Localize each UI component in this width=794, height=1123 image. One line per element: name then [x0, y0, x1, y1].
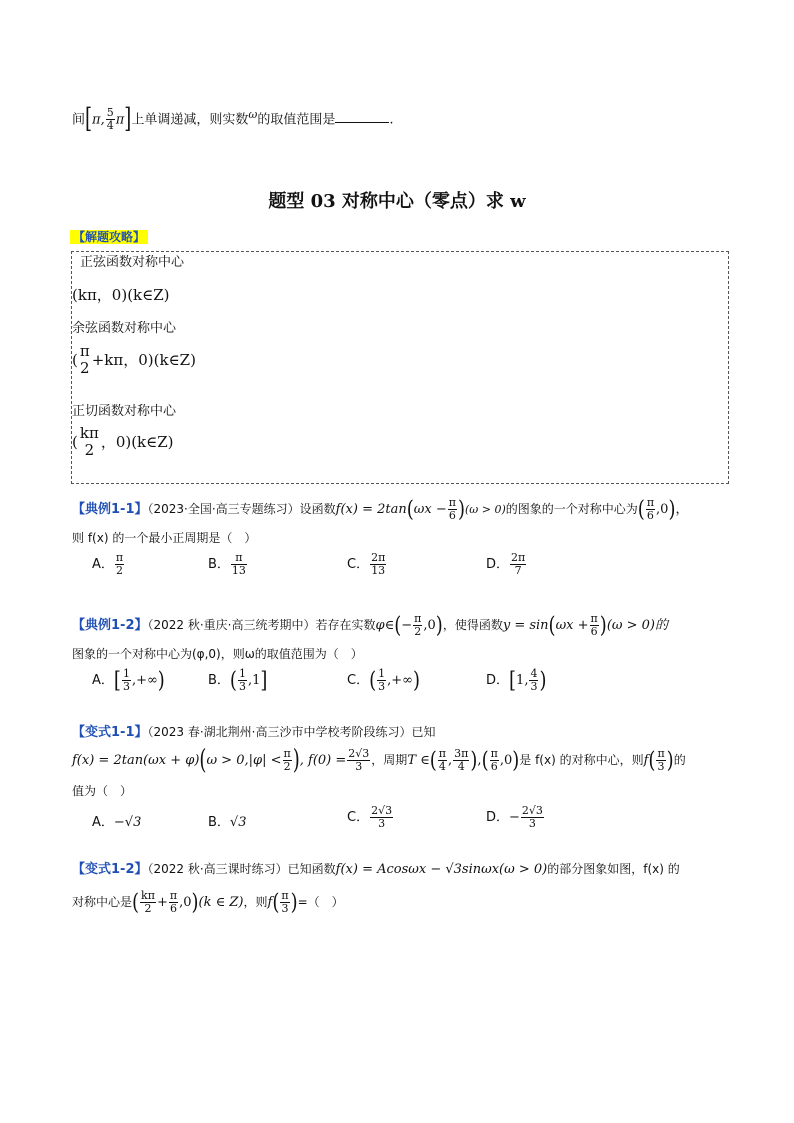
bracket-open: [ [509, 666, 517, 693]
paren-open: ( [369, 666, 377, 693]
option-tail: ,1 [247, 673, 261, 688]
frac-num: 5 [106, 106, 114, 120]
paren-close: ) [457, 495, 465, 522]
q3-T-hi [453, 748, 469, 773]
frac-den: 3 [528, 817, 536, 830]
frac-den: 2 [144, 902, 152, 915]
paren-open: ( [229, 666, 237, 693]
option-fraction [370, 805, 393, 830]
q4-line1 [72, 859, 680, 880]
q4-prefix: 对称中心是 [72, 895, 133, 909]
q3-option-d[interactable] [486, 805, 545, 830]
q2-option-b[interactable] [208, 668, 267, 693]
q4-zero: ,0 [179, 895, 192, 910]
q3-period: ，周期 [371, 753, 408, 767]
frac-den: 3 [530, 680, 538, 693]
cos-label: 余弦函数对称中心 [72, 321, 177, 336]
option-fraction [122, 668, 131, 693]
frac-num: kπ [141, 889, 155, 902]
q2-line2: 图象的一个对称中心为(φ,0)，则ω的取值范围为（ ） [72, 647, 363, 661]
frac-num: 2π [511, 551, 526, 564]
frac-num: π [169, 889, 178, 902]
tan-fraction [79, 425, 100, 459]
intro-suffix: 上单调递减，则实数 [131, 112, 249, 128]
frac-den: 3 [378, 817, 386, 830]
frac-den: 6 [646, 509, 654, 522]
q4-tag: 【变式1-2】 [72, 862, 148, 877]
q2-phi: φ∈ [375, 618, 395, 633]
option-label: B． [208, 815, 230, 830]
q1-center-fraction [646, 497, 655, 522]
q1-cond: (ω > 0) [465, 503, 506, 516]
frac-num: 4 [530, 667, 538, 680]
answer-blank[interactable] [335, 110, 389, 123]
option-neg: − [509, 810, 520, 825]
q1-line1 [72, 497, 689, 522]
q3-de: 的 [673, 753, 686, 767]
tan-open: ( [72, 433, 78, 451]
section-title: 题型 03 对称中心（零点）求 w [268, 191, 526, 212]
tan-rest: ，0)(k∈Z) [100, 433, 174, 451]
option-value: −√3 [113, 815, 142, 830]
q1-arg-fraction [448, 497, 457, 522]
cos-formula [72, 343, 196, 377]
paren-open: ( [548, 611, 556, 638]
frac-num: 1 [238, 667, 246, 680]
paren-open: ( [132, 888, 140, 915]
frac-den: 2 [116, 564, 124, 577]
intro-suffix2: 的取值范围是 [257, 112, 336, 128]
frac-num: π [115, 551, 124, 564]
option-head: 1, [516, 673, 529, 688]
q3-source: （2023 春·湖北荆州·高三沙市中学校考阶段练习）已知 [147, 725, 436, 739]
q4-pi-fraction [169, 890, 178, 915]
option-label: B． [208, 673, 230, 688]
q3-tag: 【变式1-1】 [72, 725, 148, 740]
frac-den: 4 [457, 760, 465, 773]
option-value: √3 [229, 815, 247, 830]
bracket-right: ] [124, 103, 132, 135]
q1-option-b[interactable] [208, 552, 248, 577]
bracket-open: [ [113, 666, 121, 693]
frac-den: 6 [448, 509, 456, 522]
frac-num: 2√3 [521, 804, 543, 817]
cos-open: ( [72, 351, 78, 369]
frac-num: π [414, 612, 422, 625]
intro-line [72, 103, 394, 135]
frac-den: 3 [355, 760, 363, 773]
paren-close: ) [290, 888, 298, 915]
option-label: D． [486, 810, 510, 825]
q4-then: ，则 [243, 895, 268, 909]
option-label: D． [486, 673, 510, 688]
paren-open: ( [394, 611, 402, 638]
paren-open: ( [481, 746, 489, 773]
frac-num: π [646, 496, 655, 509]
q3-cond-fraction [283, 748, 292, 773]
frac-num: 1 [122, 667, 130, 680]
paren-close: ) [668, 495, 676, 522]
q2-cond: (ω > 0)的 [606, 618, 668, 633]
paren-open: ( [272, 888, 280, 915]
q4-kz: (k ∈ Z) [198, 895, 244, 910]
q2-phi-fraction [413, 613, 422, 638]
q1-option-d[interactable] [486, 552, 527, 577]
q3-center-fraction [490, 748, 499, 773]
q1-source: （2023·全国·高三专题练习）设函数 [147, 502, 336, 516]
q3-line2 [72, 744, 686, 776]
q4-kpi-fraction [140, 890, 156, 915]
q4-eq: =（ ） [297, 895, 344, 909]
q3-option-a[interactable] [92, 811, 141, 830]
q1-end: ， [675, 502, 689, 517]
frac-den: 3 [657, 760, 665, 773]
q1-func: f(x) = 2tan [335, 502, 407, 517]
q1-text2: 的图象的一个对称中心为 [505, 502, 638, 516]
q3-T: T ∈ [407, 753, 430, 768]
frac-num: 1 [378, 667, 386, 680]
option-infinity: ,+∞ [131, 673, 158, 688]
q2-text2: ，使得函数 [442, 618, 503, 632]
option-label: C． [347, 673, 370, 688]
q3-func: f(x) = 2tan(ωx + φ) [72, 753, 200, 768]
option-fraction [510, 552, 526, 577]
q4-line2 [72, 890, 344, 915]
frac-den: 3 [122, 680, 130, 693]
sine-formula: (kπ，0)(k∈Z) [72, 286, 170, 304]
frac-den: 3 [238, 680, 246, 693]
q1-arg: ωx − [413, 502, 447, 517]
q3-f0: , f(0) = [299, 753, 347, 768]
tan-formula [72, 425, 174, 459]
paren-close: ) [191, 888, 199, 915]
cos-rest: +kπ，0)(k∈Z) [91, 351, 196, 369]
frac-num: π [448, 496, 456, 509]
option-fraction [115, 552, 124, 577]
option-fraction [377, 668, 386, 693]
bracket-close: ] [260, 666, 268, 693]
paren-open: ( [199, 744, 207, 776]
sine-label: 正弦函数对称中心 [80, 255, 185, 270]
q2-tag: 【典例1-2】 [72, 618, 148, 633]
q2-option-d[interactable] [486, 668, 546, 693]
option-label: B． [208, 557, 230, 572]
q3-option-c[interactable] [347, 805, 394, 830]
option-fraction [238, 668, 247, 693]
frac-den: 7 [514, 564, 522, 577]
frac-den: 6 [169, 902, 177, 915]
paren-close: ) [512, 746, 520, 773]
option-label: C． [347, 557, 370, 572]
q2-option-a[interactable] [92, 668, 165, 693]
frac-num: 3π [454, 747, 469, 760]
q1-tag: 【典例1-1】 [72, 502, 148, 517]
option-label: C． [347, 810, 370, 825]
q1-option-c[interactable] [347, 552, 387, 577]
tan-label: 正切函数对称中心 [72, 404, 177, 419]
paren-close: ) [539, 666, 547, 693]
q3-T-lo [438, 748, 447, 773]
frac-num: kπ [79, 424, 99, 442]
strategy-tag-label: 【解题攻略】 [70, 230, 148, 244]
paren-open: ( [406, 495, 414, 522]
frac-num: 2√3 [348, 747, 370, 760]
option-label: A． [92, 815, 114, 830]
paren-open: ( [429, 746, 437, 773]
frac-num: 2√3 [371, 804, 393, 817]
q2-line1 [72, 613, 668, 638]
q2-arg: ωx + [555, 618, 589, 633]
frac-den: 3 [281, 902, 289, 915]
paren-close: ) [666, 746, 674, 773]
option-fraction [231, 552, 247, 577]
q1-center-tail: ,0 [656, 502, 669, 517]
frac-den: 3 [378, 680, 386, 693]
q1-line2: 则 f(x) 的一个最小正周期是（ ） [72, 531, 257, 545]
paren-close: ) [435, 611, 443, 638]
frac-num: π [657, 747, 665, 760]
q4-ask-fraction [280, 890, 289, 915]
paren-close: ) [599, 611, 607, 638]
q4-f: f [267, 895, 273, 910]
intro-end: . [389, 112, 394, 128]
frac-num: π [79, 342, 90, 360]
frac-den: 13 [371, 564, 386, 577]
q3-line1 [72, 722, 435, 743]
intro-omega: ω [248, 108, 258, 121]
frac-num: π [231, 552, 247, 565]
frac-den: 6 [590, 625, 598, 638]
frac-num: π [438, 747, 447, 760]
paren-open: ( [637, 495, 645, 522]
q3-f: f [643, 753, 649, 768]
q2-minus: − [401, 618, 413, 633]
frac-den: 13 [231, 564, 246, 577]
paren-open: ( [648, 746, 656, 773]
paren-close: ) [470, 746, 478, 773]
frac-den: 2 [80, 359, 90, 377]
interval-pi: π [115, 112, 125, 128]
bracket-left: [ [85, 103, 93, 135]
frac-num: π [490, 747, 498, 760]
q4-plus: + [156, 895, 168, 910]
frac-den: 4 [106, 119, 114, 133]
cos-fraction [79, 343, 91, 377]
comma: , [477, 753, 482, 768]
q4-text2: 的部分图象如图，f(x) 的 [547, 862, 680, 876]
q4-source: （2022 秋·高三课时练习）已知函数 [147, 862, 336, 876]
q2-source: （2022 秋·重庆·高三统考期中）若存在实数 [147, 618, 376, 632]
option-infinity: ,+∞ [387, 673, 413, 688]
q3-option-b[interactable] [208, 811, 246, 830]
frac-num: π [590, 612, 598, 625]
frac-den: 2 [84, 441, 95, 459]
paren-close: ) [412, 666, 420, 693]
q3-f0-fraction [347, 748, 370, 773]
q3-text-center: 是 f(x) 的对称中心，则 [519, 753, 644, 767]
q2-arg-fraction [590, 613, 599, 638]
q2-zero: ,0 [423, 618, 436, 633]
q4-func: f(x) = Acosωx − √3sinωx(ω > 0) [335, 862, 548, 877]
option-label: D． [486, 557, 510, 572]
option-label: A． [92, 673, 114, 688]
frac-num: π [283, 747, 291, 760]
option-fraction [370, 552, 386, 577]
interval-left: π, [92, 112, 105, 128]
paren-close: ) [157, 666, 165, 693]
intro-prefix: 间 [72, 112, 86, 128]
q1-option-a[interactable] [92, 552, 125, 577]
q3-zero: ,0 [499, 753, 513, 768]
q2-option-c[interactable] [347, 668, 420, 693]
frac-den: 6 [490, 760, 498, 773]
option-fraction [529, 668, 538, 693]
q3-ask-fraction [656, 748, 665, 773]
option-fraction [521, 805, 544, 830]
frac-den: 2 [283, 760, 291, 773]
q2-func: y = sin [502, 618, 549, 633]
option-label: A． [92, 557, 114, 572]
strategy-tag [70, 226, 148, 245]
q3-line3: 值为（ ） [72, 784, 133, 798]
paren-close: ) [292, 744, 300, 776]
interval-fraction [106, 107, 115, 132]
frac-num: π [281, 889, 289, 902]
frac-den: 2 [414, 625, 422, 638]
frac-num: 2π [371, 551, 386, 564]
comma: , [448, 753, 453, 768]
frac-den: 4 [438, 760, 446, 773]
q3-cond: ω > 0,|φ| < [206, 753, 282, 768]
